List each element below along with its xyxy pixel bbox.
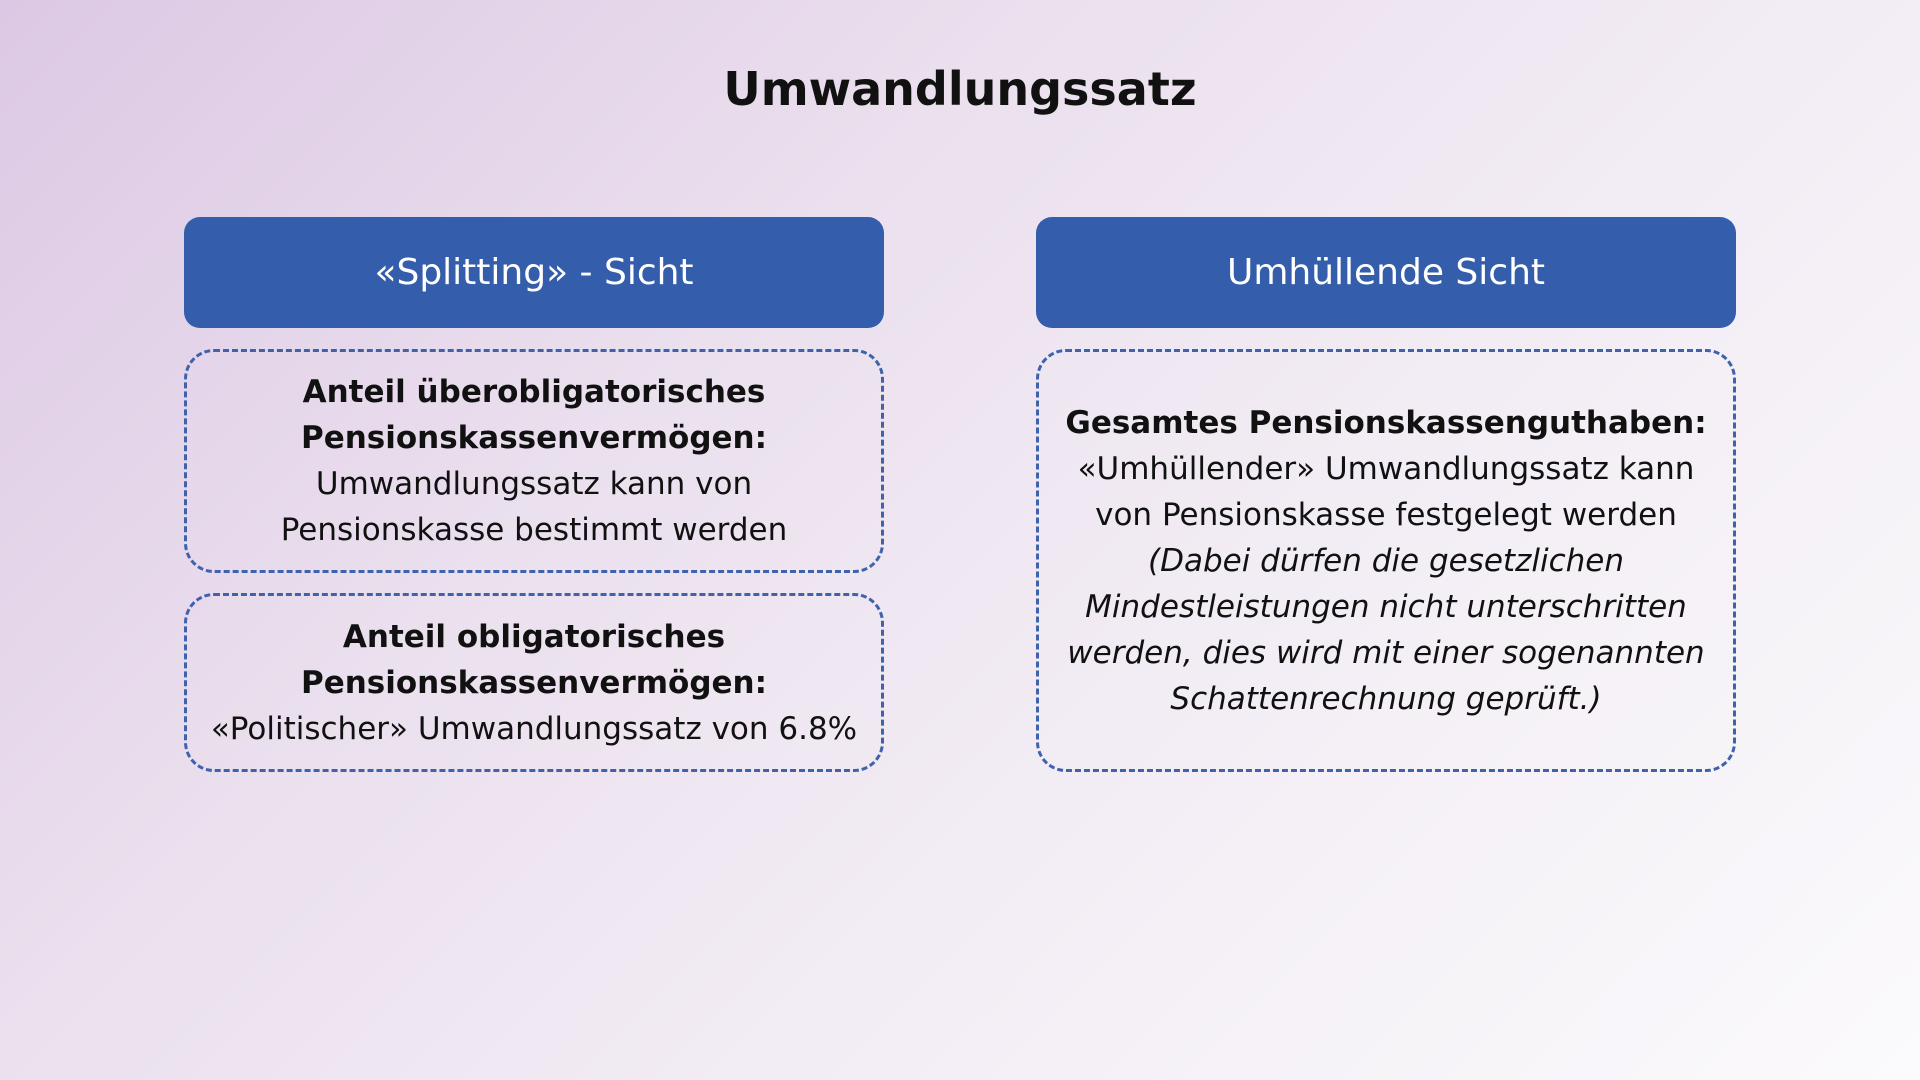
superobligatory-text-line-2: Pensionskasse bestimmt werden: [280, 512, 788, 548]
superobligatory-title-line-1: Anteil überobligatorisches: [302, 374, 766, 410]
enveloping-view-header-label: Umhüllende Sicht: [1226, 252, 1546, 293]
splitting-view-header: [184, 217, 884, 328]
total-note-line-2: Mindestleistungen nicht unterschritten: [1085, 588, 1687, 625]
superobligatory-text-line-1: Umwandlungssatz kann von: [315, 466, 753, 502]
obligatory-text-line-1: «Politischer» Umwandlungssatz von 6.8%: [210, 710, 858, 747]
splitting-view-header-label: «Splitting» - Sicht: [374, 252, 694, 293]
page-title: Umwandlungssatz: [723, 62, 1197, 116]
total-note-line-1: (Dabei dürfen die gesetzlichen: [1148, 542, 1624, 579]
total-note-line-4: Schattenrechnung geprüft.): [1170, 680, 1602, 717]
total-text-line-2: von Pensionskasse festgelegt werden: [1095, 496, 1677, 533]
total-text-line-1: «Umhüllender» Umwandlungssatz kann: [1077, 450, 1695, 487]
obligatory-title-line-2: Pensionskassenvermögen:: [300, 664, 768, 701]
obligatory-title-line-1: Anteil obligatorisches: [342, 618, 726, 655]
total-title-line-1: Gesamtes Pensionskassenguthaben:: [1065, 404, 1707, 441]
superobligatory-share-box: [184, 349, 884, 573]
total-note-line-3: werden, dies wird mit einer sogenannten: [1067, 634, 1705, 671]
enveloping-view-header: [1036, 217, 1736, 328]
superobligatory-title-line-2: Pensionskassenvermögen:: [300, 420, 768, 456]
obligatory-share-box: [184, 593, 884, 772]
total-pension-assets-box: [1036, 349, 1736, 772]
